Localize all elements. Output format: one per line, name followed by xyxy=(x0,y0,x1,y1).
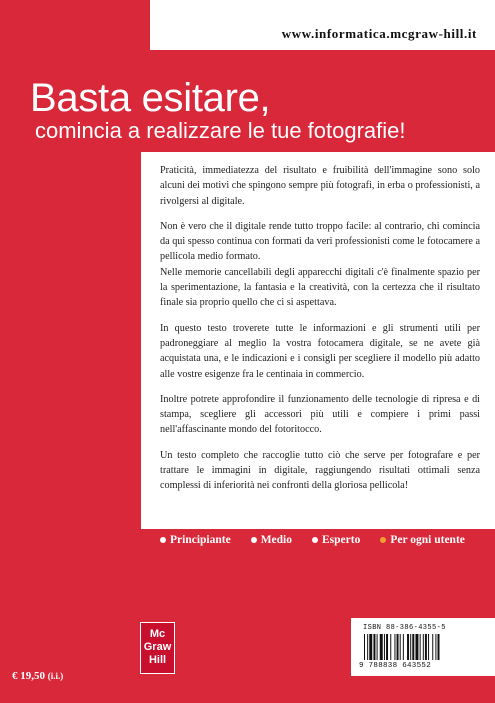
barcode-stripe xyxy=(410,634,411,660)
isbn-text: ISBN 88-386-4355-5 xyxy=(363,624,446,632)
paragraph: Non è vero che il digitale rende tutto troppo facile: al contrario, chi comincia da qui spesso continua con formati da veri professionisti come le fotocamere a pellicola medio formato. xyxy=(160,220,480,263)
barcode-stripe xyxy=(394,634,395,660)
barcode-stripe xyxy=(425,634,427,660)
skill-levels xyxy=(160,534,465,546)
barcode-stripe xyxy=(377,634,378,660)
bullet-icon xyxy=(380,537,386,543)
barcode-stripe xyxy=(403,634,404,660)
barcode-stripe xyxy=(412,634,414,660)
barcode-stripe xyxy=(384,634,385,660)
barcode-box xyxy=(351,618,495,676)
mcgraw-hill-logo: Mc Graw Hill xyxy=(140,622,175,674)
barcode-stripe xyxy=(367,634,368,660)
barcode-stripe xyxy=(390,634,391,660)
barcode-stripe xyxy=(373,634,375,660)
price-amount: € 19,50 xyxy=(12,670,45,682)
bullet-icon xyxy=(312,537,318,543)
barcode-stripe xyxy=(380,634,383,660)
paragraph: Nelle memorie cancellabili degli apparecchi digitali c'è finalmente spazio per la sperimentazione, la fantasia e la creatività, con la certezza che il risultato finale sia proprio quello che ci si aspettava. xyxy=(160,266,480,309)
level-medio: Medio xyxy=(251,534,292,546)
barcode-stripe xyxy=(420,634,421,660)
barcode-stripe xyxy=(438,634,440,660)
headline xyxy=(30,78,406,144)
barcode-icon xyxy=(364,634,484,660)
paragraph: Inoltre potrete approfondire il funzionamento delle tecnologie di ripresa e di stampa, scegliere gli accessori più utili e compiere i primi passi nell'affascinante mondo del fotoritocco. xyxy=(160,393,480,436)
url-banner xyxy=(150,0,495,50)
bullet-icon xyxy=(251,537,257,543)
barcode-stripe xyxy=(397,634,399,660)
description-text xyxy=(160,163,480,504)
headline-line-1: Basta esitare, xyxy=(30,76,271,120)
website-url[interactable]: www.informatica.mcgraw-hill.it xyxy=(281,26,477,41)
barcode-stripe xyxy=(407,634,409,660)
level-esperto: Esperto xyxy=(312,534,360,546)
level-principiante: Principiante xyxy=(160,534,231,546)
level-per-ogni-utente: Per ogni utente xyxy=(380,534,465,546)
barcode-stripe xyxy=(435,634,436,660)
price-note: (i.i.) xyxy=(47,671,64,681)
barcode-stripe xyxy=(386,634,388,660)
headline-line-2: comincia a realizzare le tue fotografie! xyxy=(35,118,406,143)
barcode-digits: 9 788838 643552 xyxy=(359,662,432,670)
barcode-stripe xyxy=(432,634,433,660)
barcode-stripe xyxy=(369,634,372,660)
barcode-stripe xyxy=(428,634,429,660)
paragraph: In questo testo troverete tutte le informazioni e gli strumenti utili per padroneggiare al meglio la vostra fotocamera digitale, se ne avete già acquistata una, e le indicazioni e i consigli per scegliere il modello più adatto alle vostre esigenze fra le centinaia in commercio. xyxy=(160,322,480,380)
paragraph: Praticità, immediatezza del risultato e fruibilità dell'immagine sono solo alcuni dei motivi che spingono sempre più fotografi, in erba o professionisti, a rivolgersi al digitale. xyxy=(160,165,480,207)
barcode-stripe xyxy=(364,634,365,660)
barcode-stripe xyxy=(400,634,401,660)
paragraph: Un testo completo che raccoglie tutto ciò che serve per fotografare e per trattare le immagini in digitale, raggiungendo risultati ottimali senza complessi di inferiorità nei confronti della gloriosa pellicola! xyxy=(160,449,480,492)
bullet-icon xyxy=(160,537,166,543)
price xyxy=(12,670,63,682)
barcode-stripe xyxy=(415,634,418,660)
barcode-stripe xyxy=(423,634,424,660)
